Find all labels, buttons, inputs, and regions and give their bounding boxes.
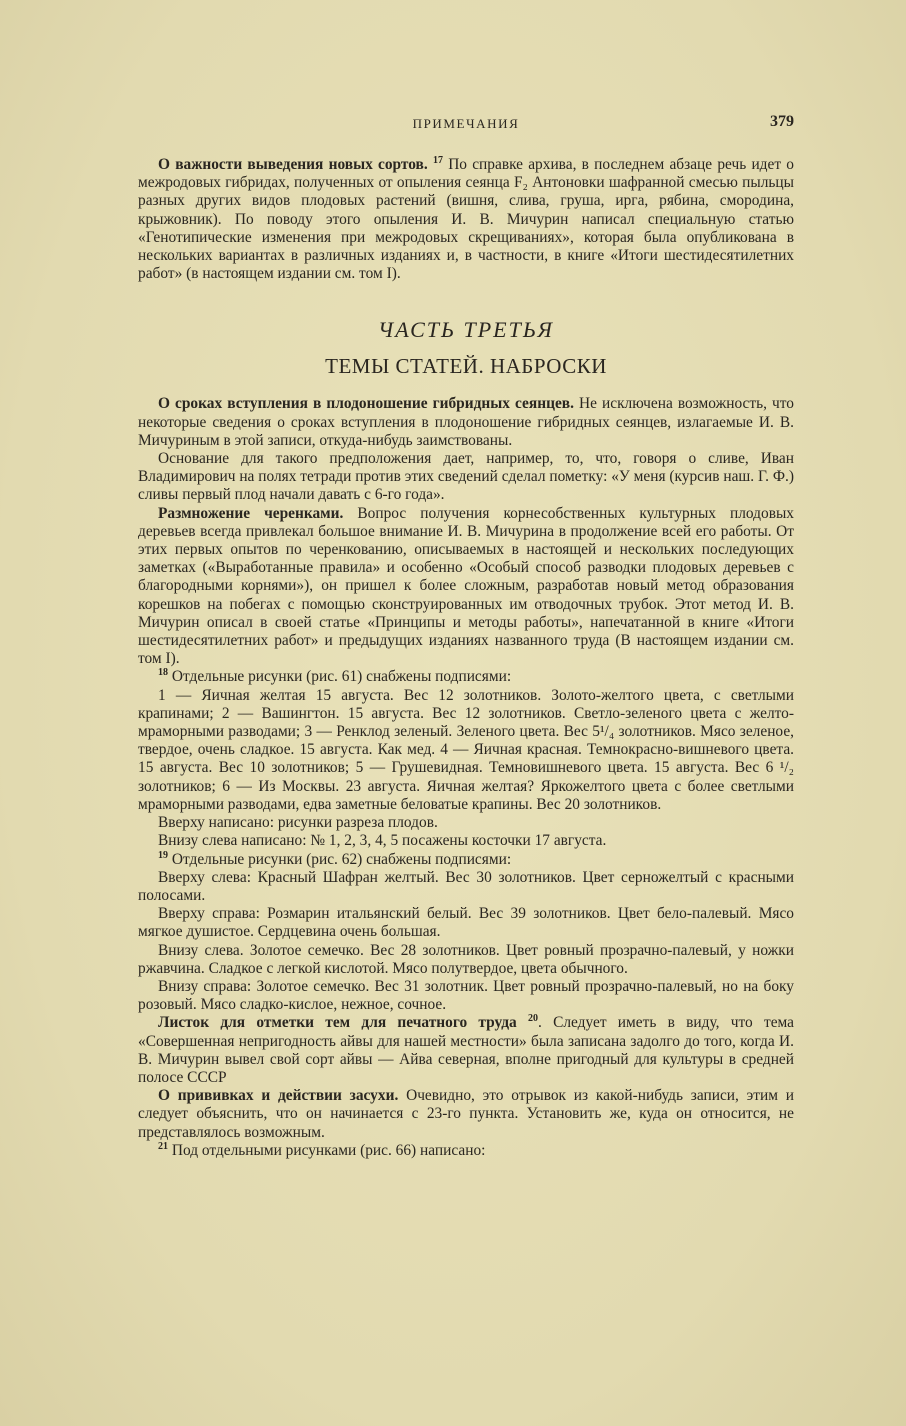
page-number: 379 — [770, 113, 794, 130]
grafting-heading: О прививках и действии засухи. — [158, 1087, 399, 1105]
note-17-heading: О важности выведения новых сортов. — [158, 156, 428, 173]
note-17-text: По справке архива, в последнем абзаце речь идет о межродовых гибридах, полученных от опыления сеянца F₂ Антоновки шафранной смесью пыльцы разных других видов плодовых растений (вишня, слива, груша, ирга, рябина, смородина, крыжовник). По поводу этого опыления И. В. Мичурин написал специальную статью «Генотипические изменения при межродовых скрещиваниях», которая была опубликована в нескольких вариантах в различных изданиях и, в частности, в книге «Итоги шестидесятилетних работ» (в настоящем издании см. том I). — [138, 156, 794, 283]
fruiting-heading: О сроках вступления в плодоношение гибридных сеянцев. — [158, 395, 574, 413]
fruiting-text-2: Основание для такого предположения дает, например, то, что, говоря о сливе, Иван Владимирович на полях тетради против этих сведений сделал пометку: «У меня (курсив наш. Г. Ф.) сливы первый плод начали давать с 6-го года». — [138, 450, 794, 504]
note-17-ref: 17 — [432, 154, 443, 166]
note-18-intro-text: Отдельные рисунки (рис. 61) снабжены подписями: — [171, 668, 512, 686]
note-19-bottom-left: Внизу слева. Золотое семечко. Вес 28 золотников. Цвет ровный прозрачно-палевый, у ножки ржавчина. Сладкое с легкой кислотой. Мясо полутвердое, цвета обычного. — [138, 941, 794, 977]
note-20-heading: Листок для отметки тем для печатного труда — [158, 1014, 517, 1032]
part-title: ЧАСТЬ ТРЕТЬЯ — [378, 317, 554, 343]
fruiting-note — [138, 395, 794, 450]
note-19-top-left: Вверху слева: Красный Шафран желтый. Вес 30 золотников. Цвет серножелтый с красными полосами. — [138, 868, 794, 904]
grafting-note — [138, 1087, 794, 1142]
note-19-ref: 19 — [158, 849, 168, 861]
cuttings-text: Вопрос получения корнесобственных культурных плодовых деревьев всегда привлекал большое внимание И. В. Мичурина в продолжение всей его работы. От этих первых опытов по черенкованию, описываемых в настоящей и нескольких последующих заметках («Выработанные правила» и особенно «Особый способ разводки плодовых деревьев с благородными корнями»), он пришел к более сложным, разработав новый метод образования корешков на побегах с помощью сконструированных им отводочных трубок. Этот метод И. В. Мичурин описал в своей статье «Принципы и методы работы», напечатанной в книге «Итоги шестидесятилетних работ» и предыдущих изданиях названного труда (В настоящем издании см. том I). — [138, 504, 794, 668]
note-18-text: 1 — Яичная желтая 15 августа. Вес 12 золотников. Золото-желтого цвета, с светлыми крапинами; 2 — Вашингтон. 15 августа. Вес 12 золотников. Светло-зеленого цвета с желто-мраморными разводами; 3 — Ренклод зеленый. Зеленого цвета. Вес 5¹/₄ золотников. Мясо зеленое, твердое, очень сладкое. 15 августа. Как мед. 4 — Яичная красная. Темнокрасно-вишневого цвета. 15 августа. Вес 10 золотников; 5 — Грушевидная. Темновишневого цвета. 15 августа. Вес 6 ¹/₂ золотников; 6 — Из Москвы. 23 августа. Яичная желтая? Яркожелтого цвета с более светлыми мраморными разводами, едва заметные беловатые крапины. Вес 20 золотников. — [138, 686, 794, 813]
cuttings-note — [138, 505, 794, 669]
note-18-ref: 18 — [158, 667, 168, 679]
note-21 — [138, 1142, 794, 1160]
page-header — [138, 113, 794, 138]
grafting-text: Очевидно, это отрывок из какой-нибудь записи, этим и следует объяснить, что он начинается с 23-го пункта. Установить же, куда он относится, не представлялось возможным. — [138, 1087, 794, 1141]
note-20-ref: 20 — [527, 1013, 538, 1025]
note-19-top-right: Вверху справа: Розмарин итальянский белый. Вес 39 золотников. Цвет бело-палевый. Мясо мягкое душистое. Сердцевина очень большая. — [138, 905, 794, 941]
note-18-bottom-left: Внизу слева написано: № 1, 2, 3, 4, 5 посажены косточки 17 августа. — [158, 832, 607, 850]
note-20 — [138, 1014, 794, 1087]
note-17 — [138, 156, 794, 283]
note-18-top: Вверху написано: рисунки разреза плодов. — [158, 814, 438, 832]
note-18-intro — [138, 668, 794, 686]
note-21-ref: 21 — [158, 1140, 168, 1152]
page-body — [138, 156, 794, 1160]
cuttings-heading: Размножение черенками. — [158, 504, 344, 522]
fruiting-text: Не исключена возможность, что некоторые сведения о сроках вступления в плодоношение гибридных сеянцев, излагаемые И. В. Мичуриным в этой записи, откуда-нибудь заимствованы. — [138, 395, 794, 449]
note-21-text: Под отдельными рисунками (рис. 66) написано: — [171, 1141, 486, 1159]
section-title: ТЕМЫ СТАТЕЙ. НАБРОСКИ — [325, 354, 607, 379]
note-20-text: . Следует иметь в виду, что тема «Совершенная непригодность айвы для нашей местности» была записана задолго до того, когда И. В. Мичурин вывел свой сорт айвы — Айва северная, вполне пригодный для культуры в средней полосе СССР — [138, 1014, 794, 1086]
running-title: ПРИМЕЧАНИЯ — [412, 116, 520, 131]
note-19-intro — [138, 851, 794, 869]
note-19-intro-text: Отдельные рисунки (рис. 62) снабжены подписями: — [171, 850, 512, 868]
note-19-bottom-right: Внизу справа: Золотое семечко. Вес 31 золотник. Цвет ровный прозрачно-палевый, но на боку розовый. Мясо сладко-кислое, нежное, сочное. — [138, 977, 794, 1014]
